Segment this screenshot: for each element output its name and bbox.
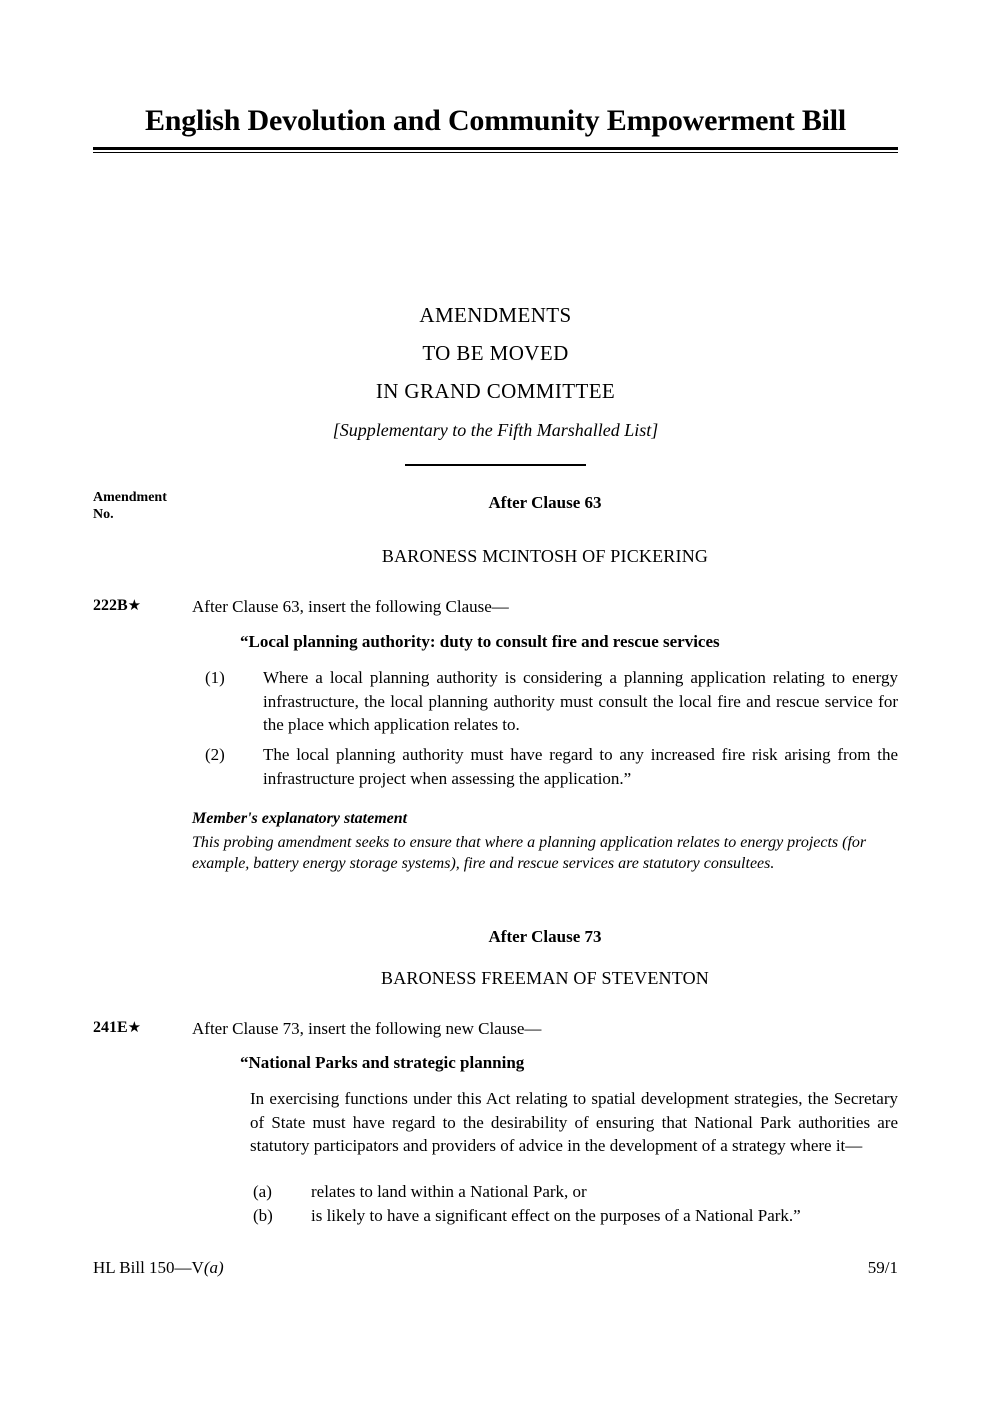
lettered-item-text: is likely to have a significant effect on the purposes of a National Park.”: [311, 1206, 801, 1225]
quoted-clause-title-222b: “Local planning authority: duty to consult fire and rescue services: [240, 632, 720, 651]
title-rule-thin: [93, 152, 898, 153]
lettered-item-text: relates to land within a National Park, or: [311, 1182, 587, 1201]
subparagraph-marker: (1): [205, 668, 225, 687]
amendment-no-label-line1: Amendment: [93, 490, 167, 505]
subparagraph-2: [205, 743, 898, 790]
heading-to-be-moved: TO BE MOVED: [422, 341, 569, 365]
heading-in-grand-committee: IN GRAND COMMITTEE: [375, 379, 616, 403]
amendment-no-label-line2: No.: [93, 507, 114, 522]
heading-amendments: AMENDMENTS: [419, 303, 572, 327]
amendment-number-value: 222B: [93, 597, 128, 614]
clause-heading-after-clause-73: After Clause 73: [488, 927, 602, 946]
explanatory-statement-text: This probing amendment seeks to ensure that where a planning application relates to energy projects (for example, battery energy storage systems), fire and rescue services are statutory consultees.: [192, 834, 867, 872]
lettered-item-a: [253, 1180, 898, 1204]
sponsor-baroness-mcintosh: BARONESS MCINTOSH OF PICKERING: [381, 546, 709, 566]
sponsor-baroness-freeman: BARONESS FREEMAN OF STEVENTON: [380, 968, 709, 988]
lettered-item-marker: (b): [253, 1206, 273, 1225]
amendment-no-label: [93, 489, 203, 523]
amendment-number-241e: [93, 1019, 141, 1037]
insert-line-241e: After Clause 73, insert the following new Clause—: [192, 1019, 542, 1038]
lettered-item-b: [253, 1204, 898, 1228]
subparagraph-1: [205, 666, 898, 737]
clause-heading-after-clause-63: After Clause 63: [488, 493, 602, 512]
footer-bill-reference-suffix: (a): [203, 1258, 224, 1277]
amendment-number-value: 241E: [93, 1019, 128, 1036]
supplementary-note: [Supplementary to the Fifth Marshalled List]: [332, 420, 659, 440]
page-title: English Devolution and Community Empowerment Bill: [144, 104, 847, 137]
footer-page-number: 59/1: [867, 1258, 898, 1277]
subparagraph-text: The local planning authority must have regard to any increased fire risk arising from the infrastructure project when assessing the application.”: [263, 745, 898, 788]
lettered-item-marker: (a): [253, 1182, 272, 1201]
lead-paragraph-241e: In exercising functions under this Act relating to spatial development strategies, the Secretary of State must have regard to the desirability of ensuring that National Park authorities are statutory participators and providers of advice in the development of a strategy where it—: [250, 1089, 898, 1155]
insert-line-222b: After Clause 63, insert the following Clause—: [192, 597, 509, 616]
title-rule-thick: [93, 147, 898, 150]
explanatory-statement-heading: Member's explanatory statement: [192, 810, 408, 827]
star-icon: ★: [127, 598, 142, 614]
section-divider-rule: [405, 464, 586, 466]
subparagraph-marker: (2): [205, 745, 225, 764]
footer-bill-reference-main: HL Bill 150—V: [93, 1258, 204, 1277]
amendment-number-222b: [93, 597, 141, 615]
quoted-clause-title-241e: “National Parks and strategic planning: [240, 1053, 525, 1072]
subparagraph-text: Where a local planning authority is considering a planning application relating to energy infrastructure, the local planning authority must consult the local fire and rescue service for the place which application relates to.: [263, 668, 898, 734]
star-icon: ★: [127, 1020, 142, 1036]
